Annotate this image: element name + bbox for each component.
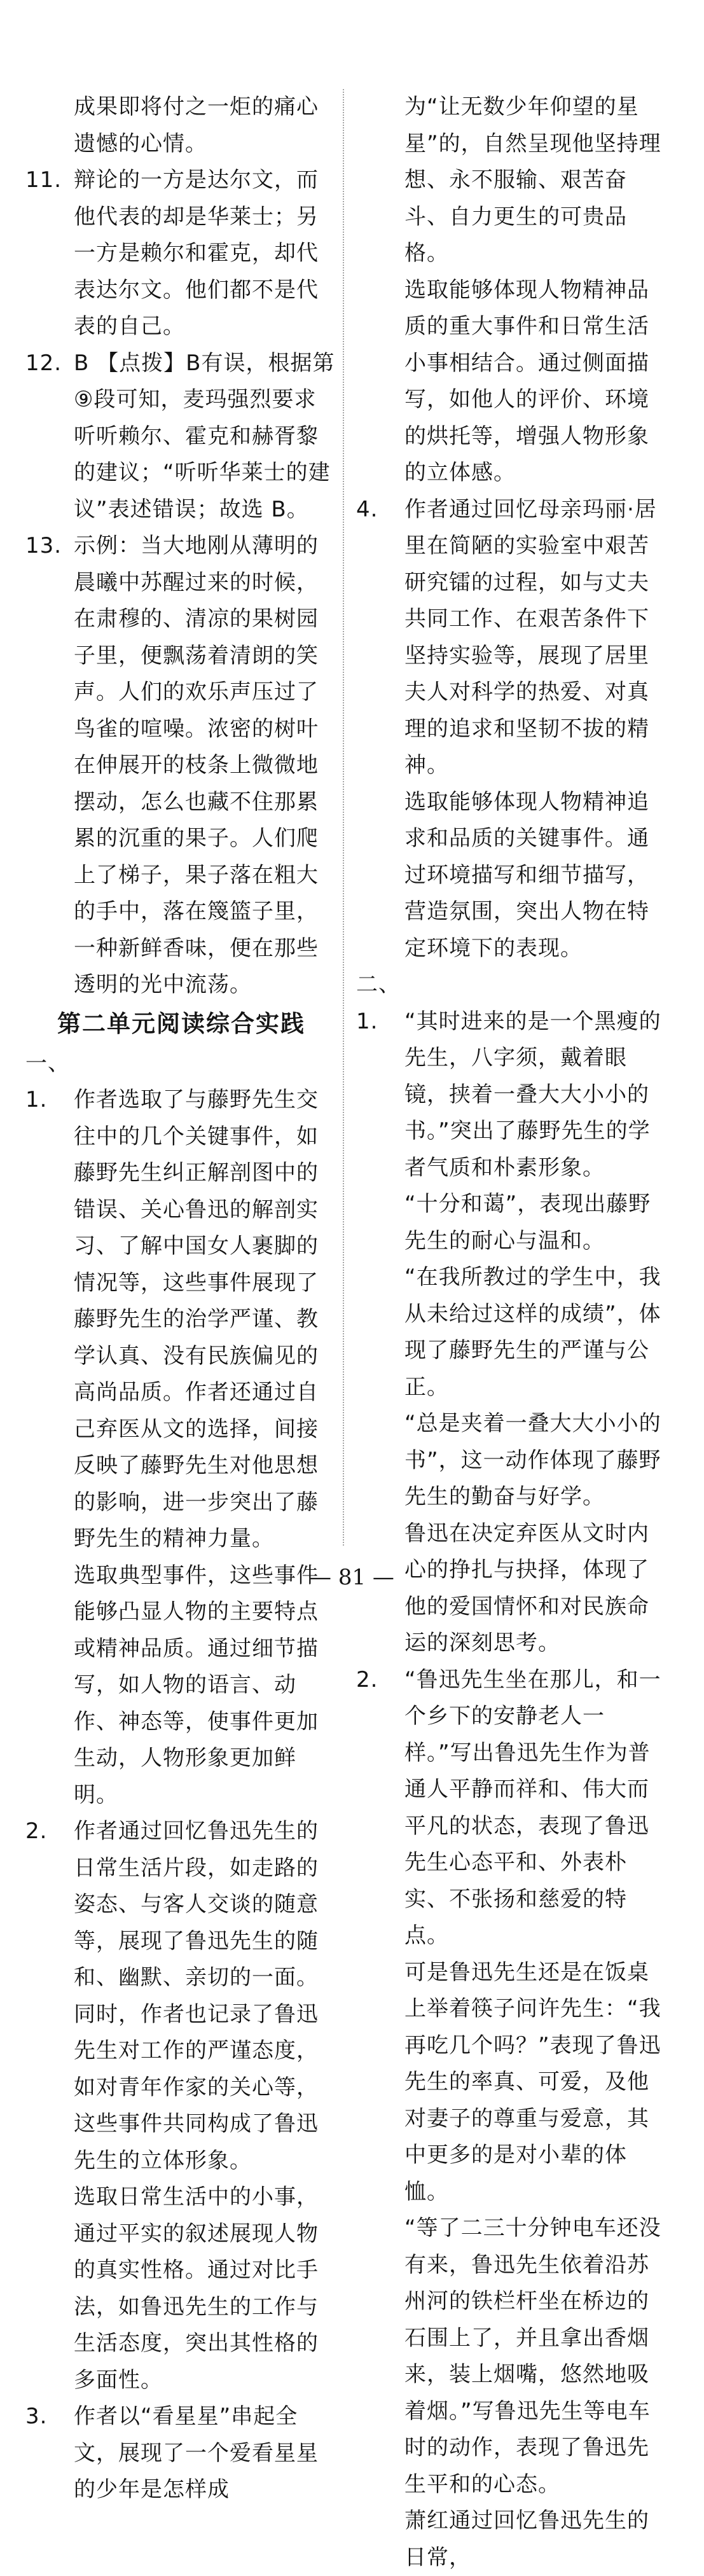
column-divider: [343, 89, 344, 1546]
answer-number: 1.: [25, 1087, 48, 1112]
answer-1-method: [25, 1558, 337, 1814]
continued-answer-text: [25, 89, 337, 162]
answer-text: B 【点拨】B有误，根据第⑨段可知，麦玛强烈要求听听赖尔、霍克和赫胥黎的建议；“听听华莱士的建议”表述错误；故选 B。: [74, 350, 335, 522]
answer-text: “其时进来的是一个黑瘦的先生，八字须，戴着眼镜，挟着一叠大大小小的书。”突出了藤野先生的学者气质和朴素形象。: [404, 1008, 661, 1181]
answer-text: 作者通过回忆母亲玛丽·居里在简陋的实验室中艰苦研究镭的过程，如与丈夫共同工作、在艰苦条件下坚持实验等，展现了居里夫人对科学的热爱、对真理的追求和坚韧不拔的精神。: [404, 496, 657, 778]
answer-text: 鲁迅在决定弃医从文时内心的挣扎与抉择，体现了他的爱国情怀和对民族命运的深刻思考。: [404, 1520, 649, 1656]
part2-answer-2-p4: [356, 2503, 668, 2576]
answer-number: 2.: [25, 1818, 48, 1844]
answer-text: 选取能够体现人物精神追求和品质的关键事件。通过环境描写和细节描写，营造氛围，突出人物在特定环境下的表现。: [404, 789, 649, 961]
answer-3-continued: [356, 89, 668, 272]
part2-answer-2-p2: [356, 1955, 668, 2211]
part2-answer-1-p2: [356, 1186, 668, 1259]
answer-number: 3.: [25, 2404, 48, 2429]
section-label-two: 二、: [356, 972, 401, 997]
answer-text: 作者以“看星星”串起全文，展现了一个爱看星星的少年是怎样成: [74, 2404, 319, 2502]
answer-4-method: [356, 784, 668, 967]
answer-number: 11.: [25, 167, 62, 193]
answer-text: “等了二三十分钟电车还没有来，鲁迅先生依着沿苏州河的铁栏杆坐在桥边的石围上了，并且拿出香烟来，装上烟嘴，悠然地吸着烟。”写鲁迅先生等电车时的动作，表现了鲁迅先生平和的心态。: [404, 2215, 661, 2497]
answer-4: [356, 492, 668, 784]
answer-13: [25, 528, 337, 1004]
page-number: — 81 —: [310, 1565, 394, 1590]
answer-number: 1.: [356, 1008, 378, 1034]
part2-answer-1: [356, 1004, 668, 1187]
answer-text: 作者通过回忆鲁迅先生的日常生活片段，如走路的姿态、与客人交谈的随意等，展现了鲁迅先生的随和、幽默、亲切的一面。同时，作者也记录了鲁迅先生对工作的严谨态度，如对青年作家的关心等，这些事件共同构成了鲁迅先生的立体形象。: [74, 1818, 319, 2173]
answer-text: 示例：当大地刚从薄明的晨曦中苏醒过来的时候，在肃穆的、清凉的果树园子里，便飘荡着清朗的笑声。人们的欢乐声压过了鸟雀的喧噪。浓密的树叶在伸展开的枝条上微微地摆动，怎么也藏不住那累累的沉重的果子。人们爬上了梯子，果子落在粗大的手中，落在篾篮子里，一种新鲜香味，便在那些透明的光中流荡。: [74, 533, 319, 997]
answer-text: 辩论的一方是达尔文，而他代表的却是华莱士；另一方是赖尔和霍克，却代表达尔文。他们都不是代表的自己。: [74, 167, 319, 339]
answer-12: [25, 345, 337, 529]
answer-text: 选取能够体现人物精神品质的重大事件和日常生活小事相结合。通过侧面描写，如他人的评价、环境的烘托等，增强人物形象的立体感。: [404, 277, 649, 485]
answer-1: [25, 1082, 337, 1558]
answer-text: 选取日常生活中的小事，通过平实的叙述展现人物的真实性格。通过对比手法，如鲁迅先生的工作与生活态度，突出其性格的多面性。: [74, 2184, 319, 2393]
answer-number: 4.: [356, 496, 378, 522]
answer-text: 选取典型事件，这些事件能够凸显人物的主要特点或精神品质。通过细节描写，如人物的语言、动作、神态等，使事件更加生动，人物形象更加鲜明。: [74, 1562, 319, 1808]
answer-text: 作者选取了与藤野先生交往中的几个关键事件，如藤野先生纠正解剖图中的错误、关心鲁迅的解剖实习、了解中国女人裹脚的情况等，这些事件展现了藤野先生的治学严谨、教学认真、没有民族偏见的高尚品质。作者还通过自己弃医从文的选择，间接反映了藤野先生对他思想的影响，进一步突出了藤野先生的精神力量。: [74, 1087, 319, 1551]
answer-number: 2.: [356, 1666, 378, 1693]
part2-answer-1-p4: [356, 1406, 668, 1516]
answer-text: “鲁迅先生坐在那儿，和一个乡下的安静老人一样。”写出鲁迅先生作为普通人平静而祥和、伟大而平凡的状态，表现了鲁迅先生心态平和、外表朴实、不张扬和慈爱的特点。: [404, 1666, 661, 1948]
answer-2: [25, 1813, 337, 2179]
part2-answer-2: [356, 1662, 668, 1955]
part2-answer-1-p3: [356, 1259, 668, 1406]
unit-heading: 第二单元阅读综合实践: [57, 1009, 305, 1037]
answer-text: 萧红通过回忆鲁迅先生的日常，: [404, 2508, 649, 2570]
answer-text: “十分和蔼”，表现出藤野先生的耐心与温和。: [404, 1191, 651, 1254]
left-column: [25, 89, 337, 2509]
answer-3-method: [356, 272, 668, 492]
continued-text: 成果即将付之一炬的痛心遗憾的心情。: [74, 94, 319, 156]
answer-text: 可是鲁迅先生还是在饭桌上举着筷子问许先生：“我再吃几个吗？”表现了鲁迅先生的率真、可爱，及他对妻子的尊重与爱意，其中更多的是对小辈的体恤。: [404, 1959, 661, 2205]
answer-text: “总是夹着一叠大大小小的书”，这一动作体现了藤野先生的勤奋与好学。: [404, 1411, 661, 1509]
right-column: [356, 89, 668, 2576]
section-label-one: 一、: [25, 1050, 70, 1076]
answer-3: [25, 2399, 337, 2509]
part2-answer-2-p3: [356, 2210, 668, 2503]
answer-number: 12.: [25, 350, 62, 376]
answer-number: 13.: [25, 533, 62, 558]
answer-2-method: [25, 2179, 337, 2399]
answer-text: “在我所教过的学生中，我从未给过这样的成绩”，体现了藤野先生的严谨与公正。: [404, 1264, 661, 1400]
answer-11: [25, 162, 337, 345]
answer-text: 为“让无数少年仰望的星星”的，自然呈现他坚持理想、永不服输、艰苦奋斗、自力更生的可贵品格。: [404, 94, 661, 266]
